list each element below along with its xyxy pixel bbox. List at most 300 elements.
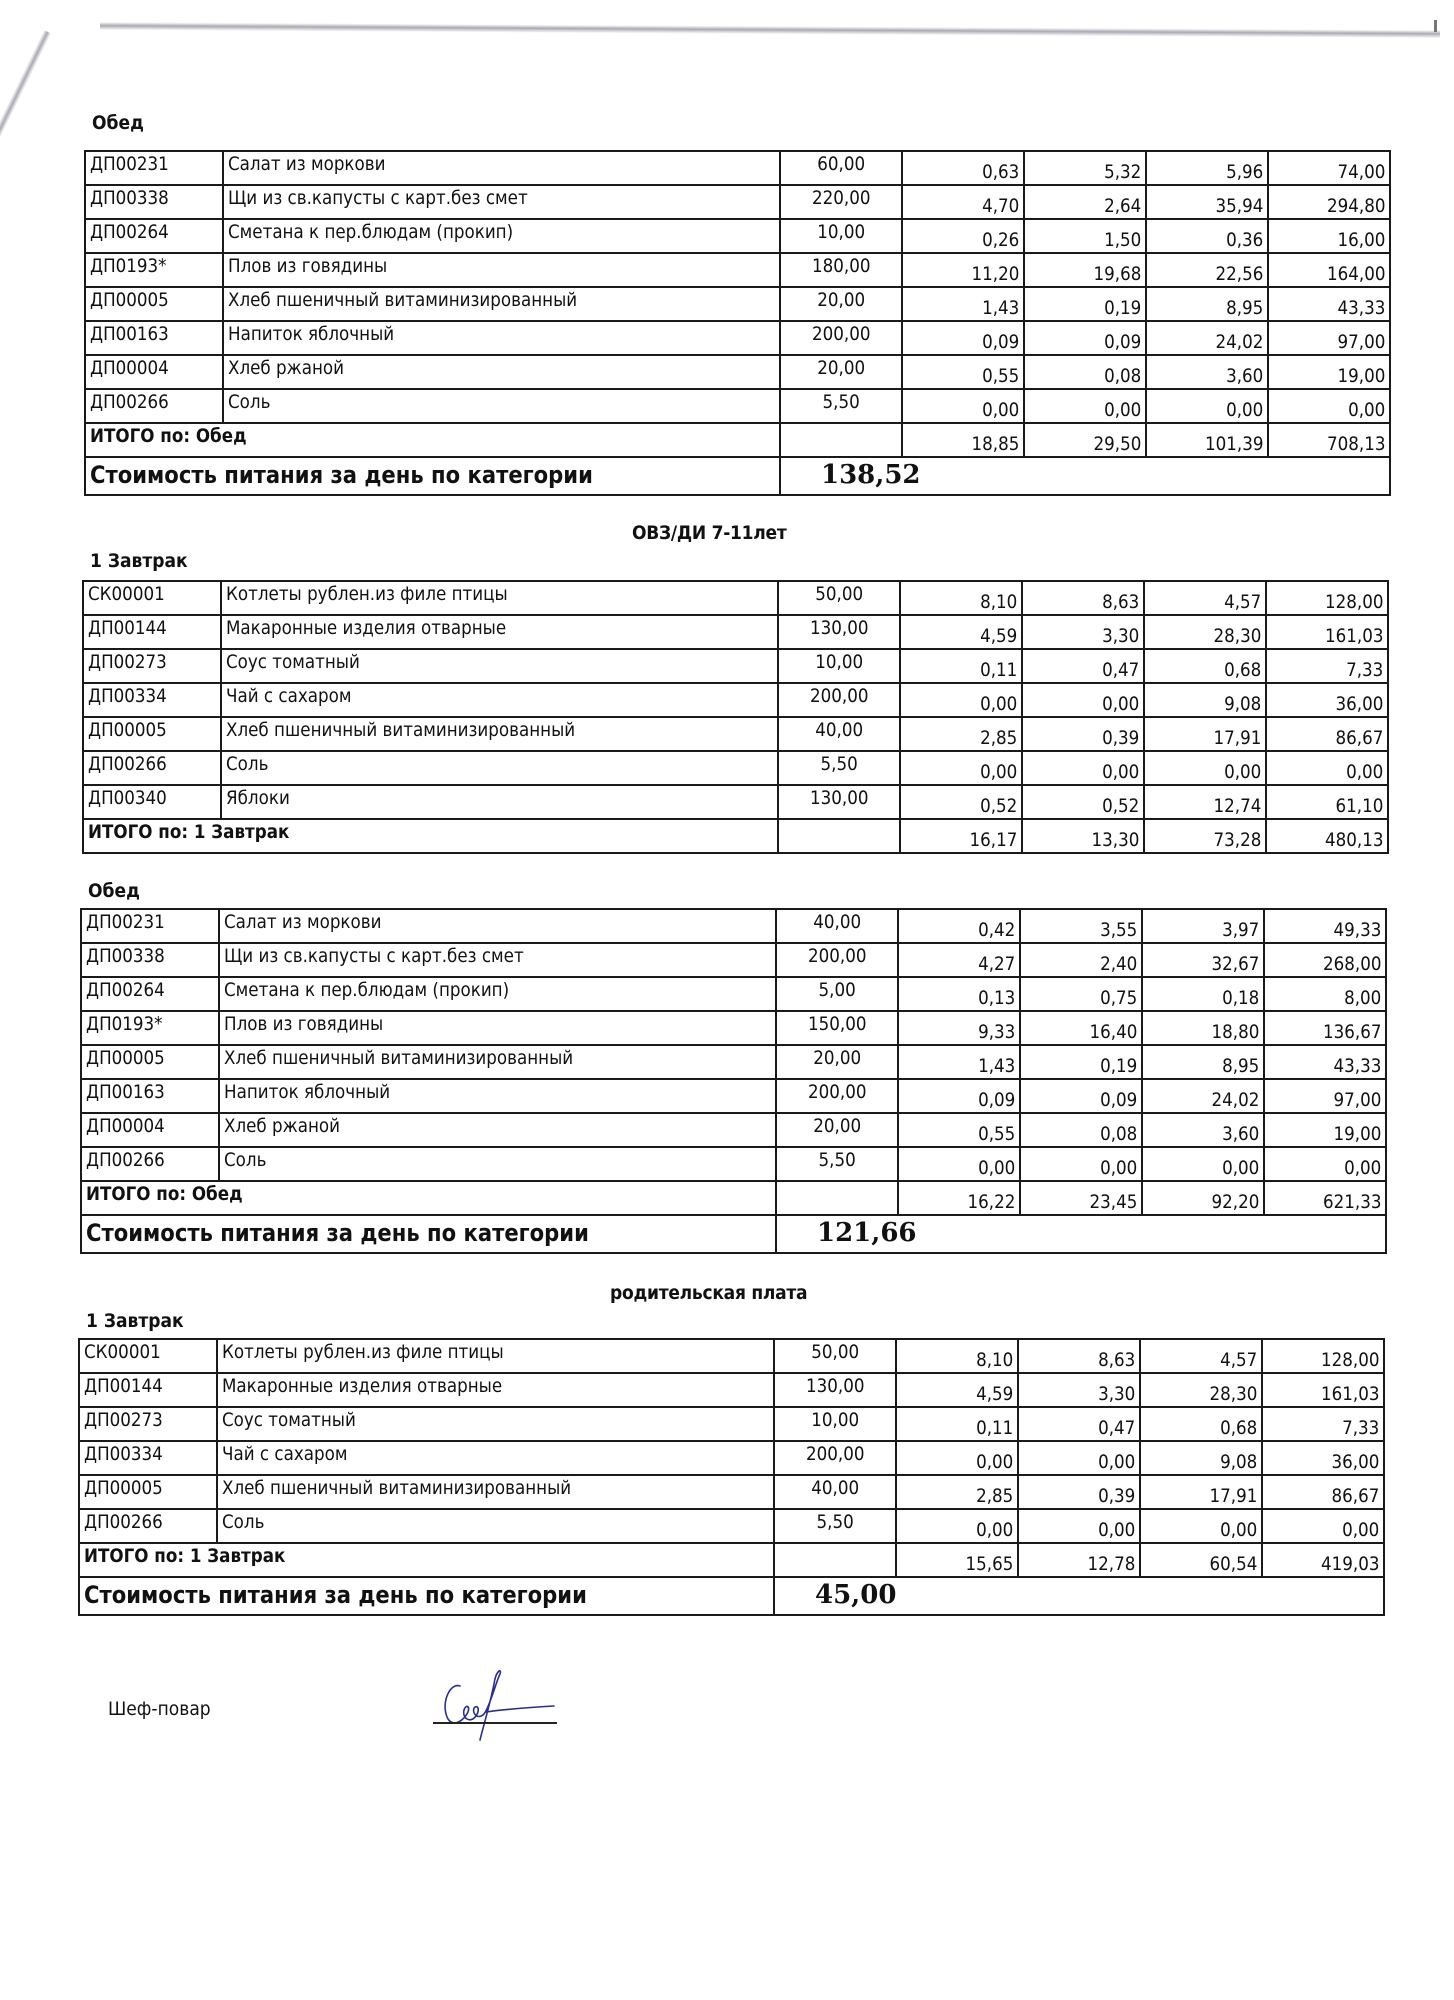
- dish-code-cell: [81, 1045, 219, 1079]
- dish-protein-cell: [898, 1079, 1020, 1113]
- dish-code-cell: [81, 909, 219, 943]
- dish-quantity: 40,00: [815, 719, 863, 741]
- category-cost-label-cell: [85, 457, 780, 495]
- dish-row: [81, 1113, 1386, 1147]
- dish-row: [81, 1147, 1386, 1181]
- meal-total-row: [79, 1543, 1384, 1577]
- dish-fat: 0,09: [1099, 1089, 1137, 1111]
- dish-quantity: 40,00: [811, 1477, 859, 1499]
- dish-row: [85, 287, 1390, 321]
- dish-kcal-cell: [1264, 977, 1386, 1011]
- dish-carbs-cell: [1144, 581, 1266, 615]
- dish-fat-cell: [1018, 1441, 1140, 1475]
- dish-carbs: 5,96: [1225, 161, 1263, 183]
- dish-protein: 0,52: [979, 795, 1017, 817]
- meal-total-carbs: 73,28: [1213, 829, 1261, 851]
- dish-fat-cell: [1024, 219, 1146, 253]
- dish-kcal: 86,67: [1335, 727, 1383, 749]
- dish-code-cell: [83, 683, 221, 717]
- dish-protein: 0,55: [977, 1123, 1015, 1145]
- dish-code-cell: [83, 581, 221, 615]
- dish-quantity: 5,50: [816, 1511, 854, 1533]
- dish-kcal-cell: [1262, 1441, 1384, 1475]
- dish-carbs-cell: [1146, 355, 1268, 389]
- meal-total-protein-cell: [896, 1543, 1018, 1577]
- dish-carbs-cell: [1144, 717, 1266, 751]
- dish-code-cell: [79, 1339, 217, 1373]
- dish-name: Соль: [222, 1511, 265, 1533]
- dish-protein-cell: [900, 683, 1022, 717]
- dish-carbs: 0,68: [1219, 1417, 1257, 1439]
- dish-quantity: 50,00: [815, 583, 863, 605]
- dish-quantity-cell: [774, 1475, 896, 1509]
- dish-name-cell: [217, 1509, 774, 1543]
- dish-fat: 5,32: [1103, 161, 1141, 183]
- dish-code: ДП00144: [88, 617, 167, 639]
- meal-total-fat-cell: [1022, 819, 1144, 853]
- dish-fat: 0,47: [1101, 659, 1139, 681]
- dish-fat: 0,19: [1099, 1055, 1137, 1077]
- dish-carbs: 28,30: [1213, 625, 1261, 647]
- dish-fat-cell: [1024, 151, 1146, 185]
- dish-name: Хлеб ржаной: [224, 1115, 341, 1137]
- dish-carbs: 0,68: [1223, 659, 1261, 681]
- meal-table: [84, 150, 1391, 496]
- meal-title: 1 Завтрак: [90, 550, 188, 572]
- meal-total-label-cell: [83, 819, 778, 853]
- dish-fat-cell: [1024, 185, 1146, 219]
- dish-protein: 0,00: [975, 1451, 1013, 1473]
- dish-fat-cell: [1024, 321, 1146, 355]
- dish-kcal: 61,10: [1335, 795, 1383, 817]
- dish-kcal-cell: [1264, 943, 1386, 977]
- dish-code: ДП00005: [88, 719, 167, 741]
- dish-code: ДП00273: [88, 651, 167, 673]
- meal-total-carbs: 92,20: [1211, 1191, 1259, 1213]
- dish-code-cell: [83, 649, 221, 683]
- dish-carbs-cell: [1140, 1373, 1262, 1407]
- category-cost-row: [85, 457, 1390, 495]
- dish-kcal-cell: [1266, 751, 1388, 785]
- dish-carbs-cell: [1142, 1147, 1264, 1181]
- dish-name-cell: [223, 355, 780, 389]
- dish-code-cell: [79, 1441, 217, 1475]
- dish-quantity-cell: [780, 219, 902, 253]
- dish-row: [81, 909, 1386, 943]
- meal-total-fat-cell: [1024, 423, 1146, 457]
- dish-carbs-cell: [1142, 1011, 1264, 1045]
- dish-quantity-cell: [780, 355, 902, 389]
- dish-kcal: 268,00: [1322, 953, 1381, 975]
- signature-role-label: Шеф-повар: [108, 1698, 211, 1720]
- dish-quantity-cell: [778, 615, 900, 649]
- dish-kcal: 0,00: [1345, 761, 1383, 783]
- dish-fat-cell: [1020, 1113, 1142, 1147]
- dish-fat-cell: [1020, 1079, 1142, 1113]
- dish-quantity-cell: [776, 943, 898, 977]
- dish-code: ДП00266: [90, 391, 169, 413]
- dish-fat-cell: [1020, 909, 1142, 943]
- dish-quantity: 200,00: [807, 1081, 867, 1103]
- meal-total-carbs: 60,54: [1209, 1553, 1257, 1575]
- dish-code: ДП00273: [84, 1409, 163, 1431]
- dish-row: [79, 1373, 1384, 1407]
- dish-quantity-cell: [778, 649, 900, 683]
- category-cost-value-cell: [780, 457, 1390, 495]
- dish-carbs: 12,74: [1213, 795, 1261, 817]
- dish-name: Чай с сахаром: [226, 685, 352, 707]
- dish-code-cell: [79, 1509, 217, 1543]
- dish-carbs-cell: [1140, 1509, 1262, 1543]
- dish-protein: 0,26: [981, 229, 1019, 251]
- dish-code-cell: [85, 355, 223, 389]
- dish-kcal-cell: [1264, 1079, 1386, 1113]
- dish-name: Плов из говядины: [228, 255, 388, 277]
- dish-name-cell: [217, 1475, 774, 1509]
- dish-fat-cell: [1022, 581, 1144, 615]
- category-cost-value: 121,66: [817, 1218, 917, 1248]
- dish-carbs: 4,57: [1219, 1349, 1257, 1371]
- dish-protein: 1,43: [977, 1055, 1015, 1077]
- dish-fat: 0,09: [1103, 331, 1141, 353]
- dish-quantity-cell: [776, 1147, 898, 1181]
- dish-code: ДП0193*: [90, 255, 167, 277]
- category-cost-value: 138,52: [821, 460, 921, 490]
- dish-name-cell: [219, 1113, 776, 1147]
- dish-protein: 0,55: [981, 365, 1019, 387]
- dish-protein: 0,00: [981, 399, 1019, 421]
- meal-total-protein: 16,17: [969, 829, 1017, 851]
- dish-name-cell: [217, 1407, 774, 1441]
- dish-name: Салат из моркови: [228, 153, 386, 175]
- dish-protein: 4,27: [977, 953, 1015, 975]
- dish-kcal-cell: [1262, 1509, 1384, 1543]
- dish-carbs: 3,60: [1225, 365, 1263, 387]
- meal-total-carbs: 101,39: [1204, 433, 1263, 455]
- dish-fat: 1,50: [1103, 229, 1141, 251]
- dish-carbs-cell: [1146, 185, 1268, 219]
- dish-protein: 0,13: [977, 987, 1015, 1009]
- dish-protein: 0,11: [975, 1417, 1013, 1439]
- meal-total-empty-cell: [780, 423, 902, 457]
- dish-fat: 19,68: [1093, 263, 1141, 285]
- dish-row: [81, 977, 1386, 1011]
- dish-quantity: 200,00: [811, 323, 871, 345]
- dish-kcal: 294,80: [1326, 195, 1385, 217]
- dish-protein-cell: [902, 253, 1024, 287]
- dish-code: ДП00264: [90, 221, 169, 243]
- dish-name: Хлеб ржаной: [228, 357, 345, 379]
- dish-fat: 0,00: [1097, 1519, 1135, 1541]
- dish-name: Чай с сахаром: [222, 1443, 348, 1465]
- dish-name-cell: [223, 321, 780, 355]
- dish-fat: 2,40: [1099, 953, 1137, 975]
- dish-protein-cell: [898, 1011, 1020, 1045]
- dish-row: [83, 683, 1388, 717]
- dish-name: Сметана к пер.блюдам (прокип): [228, 221, 514, 243]
- dish-row: [85, 185, 1390, 219]
- dish-kcal-cell: [1264, 1113, 1386, 1147]
- dish-row: [83, 717, 1388, 751]
- dish-kcal-cell: [1266, 581, 1388, 615]
- dish-protein-cell: [902, 185, 1024, 219]
- dish-carbs: 0,00: [1225, 399, 1263, 421]
- dish-quantity: 130,00: [805, 1375, 865, 1397]
- dish-carbs: 35,94: [1215, 195, 1263, 217]
- dish-carbs-cell: [1144, 751, 1266, 785]
- dish-name: Соль: [226, 753, 269, 775]
- meal-total-protein-cell: [898, 1181, 1020, 1215]
- dish-name-cell: [217, 1441, 774, 1475]
- meal-total-fat: 12,78: [1087, 1553, 1135, 1575]
- dish-kcal: 16,00: [1337, 229, 1385, 251]
- dish-name-cell: [221, 751, 778, 785]
- dish-code-cell: [83, 615, 221, 649]
- dish-carbs-cell: [1146, 219, 1268, 253]
- dish-kcal: 7,33: [1345, 659, 1383, 681]
- category-cost-label: Стоимость питания за день по категории: [90, 461, 593, 489]
- dish-protein: 2,85: [975, 1485, 1013, 1507]
- dish-protein-cell: [898, 1045, 1020, 1079]
- dish-row: [81, 1045, 1386, 1079]
- dish-fat-cell: [1022, 683, 1144, 717]
- dish-quantity: 130,00: [809, 617, 869, 639]
- meal-total-kcal: 480,13: [1324, 829, 1383, 851]
- dish-protein-cell: [898, 943, 1020, 977]
- dish-carbs: 24,02: [1215, 331, 1263, 353]
- dish-fat-cell: [1018, 1373, 1140, 1407]
- dish-carbs: 0,00: [1221, 1157, 1259, 1179]
- meal-total-kcal: 708,13: [1326, 433, 1385, 455]
- dish-quantity: 40,00: [813, 911, 861, 933]
- dish-carbs: 0,00: [1219, 1519, 1257, 1541]
- dish-kcal-cell: [1262, 1407, 1384, 1441]
- dish-quantity-cell: [780, 253, 902, 287]
- dish-kcal-cell: [1262, 1475, 1384, 1509]
- dish-carbs-cell: [1142, 1045, 1264, 1079]
- dish-protein: 0,00: [979, 693, 1017, 715]
- dish-code-cell: [85, 151, 223, 185]
- dish-carbs: 9,08: [1219, 1451, 1257, 1473]
- dish-carbs: 28,30: [1209, 1383, 1257, 1405]
- dish-code: ДП00266: [88, 753, 167, 775]
- dish-code: ДП00005: [86, 1047, 165, 1069]
- dish-name-cell: [223, 287, 780, 321]
- dish-code-cell: [83, 785, 221, 819]
- dish-protein: 0,63: [981, 161, 1019, 183]
- dish-code: ДП0193*: [86, 1013, 163, 1035]
- category-cost-label-cell: [81, 1215, 776, 1253]
- dish-protein-cell: [898, 977, 1020, 1011]
- dish-carbs-cell: [1144, 615, 1266, 649]
- dish-quantity-cell: [774, 1373, 896, 1407]
- dish-name: Макаронные изделия отварные: [226, 617, 507, 639]
- dish-quantity: 220,00: [811, 187, 871, 209]
- dish-quantity: 200,00: [809, 685, 869, 707]
- dish-protein: 4,59: [979, 625, 1017, 647]
- dish-fat: 16,40: [1089, 1021, 1137, 1043]
- dish-kcal: 97,00: [1333, 1089, 1381, 1111]
- dish-code: ДП00144: [84, 1375, 163, 1397]
- dish-code: ДП00231: [86, 911, 165, 933]
- dish-quantity: 5,50: [820, 753, 858, 775]
- dish-carbs: 18,80: [1211, 1021, 1259, 1043]
- dish-row: [85, 253, 1390, 287]
- dish-row: [81, 1011, 1386, 1045]
- dish-quantity-cell: [774, 1339, 896, 1373]
- dish-code: ДП00338: [86, 945, 165, 967]
- dish-kcal-cell: [1266, 615, 1388, 649]
- dish-protein-cell: [902, 287, 1024, 321]
- dish-quantity: 150,00: [807, 1013, 867, 1035]
- dish-fat: 0,47: [1097, 1417, 1135, 1439]
- meal-total-empty-cell: [776, 1181, 898, 1215]
- dish-quantity-cell: [780, 287, 902, 321]
- dish-carbs-cell: [1146, 389, 1268, 423]
- dish-kcal-cell: [1264, 1045, 1386, 1079]
- dish-kcal-cell: [1262, 1339, 1384, 1373]
- dish-fat: 0,08: [1099, 1123, 1137, 1145]
- dish-carbs-cell: [1142, 1113, 1264, 1147]
- dish-code-cell: [81, 1011, 219, 1045]
- dish-quantity: 200,00: [805, 1443, 865, 1465]
- meal-total-carbs-cell: [1144, 819, 1266, 853]
- signature-line: [433, 1722, 557, 1724]
- dish-code: ДП00266: [84, 1511, 163, 1533]
- dish-carbs-cell: [1140, 1475, 1262, 1509]
- dish-carbs-cell: [1146, 287, 1268, 321]
- dish-code: ДП00231: [90, 153, 169, 175]
- dish-fat-cell: [1020, 1011, 1142, 1045]
- dish-kcal: 0,00: [1343, 1157, 1381, 1179]
- dish-kcal-cell: [1268, 185, 1390, 219]
- dish-protein-cell: [898, 1113, 1020, 1147]
- dish-quantity-cell: [780, 185, 902, 219]
- dish-name-cell: [221, 785, 778, 819]
- dish-quantity-cell: [778, 581, 900, 615]
- dish-protein: 4,59: [975, 1383, 1013, 1405]
- dish-code: ДП00340: [88, 787, 167, 809]
- dish-fat-cell: [1020, 977, 1142, 1011]
- dish-fat-cell: [1024, 355, 1146, 389]
- dish-name-cell: [221, 649, 778, 683]
- dish-name-cell: [219, 943, 776, 977]
- dish-kcal-cell: [1268, 219, 1390, 253]
- dish-kcal: 86,67: [1331, 1485, 1379, 1507]
- dish-quantity-cell: [776, 1045, 898, 1079]
- scan-edge-mark-right: [1434, 20, 1437, 32]
- dish-fat: 0,00: [1099, 1157, 1137, 1179]
- dish-name: Яблоки: [226, 787, 290, 809]
- dish-carbs: 0,18: [1221, 987, 1259, 1009]
- dish-kcal: 43,33: [1337, 297, 1385, 319]
- meal-total-kcal-cell: [1266, 819, 1388, 853]
- dish-name-cell: [223, 253, 780, 287]
- dish-fat: 8,63: [1101, 591, 1139, 613]
- signature-handwriting-icon: [430, 1664, 570, 1744]
- meal-total-fat: 13,30: [1091, 829, 1139, 851]
- dish-name-cell: [217, 1373, 774, 1407]
- dish-quantity: 60,00: [817, 153, 865, 175]
- dish-carbs: 8,95: [1221, 1055, 1259, 1077]
- dish-code: СК00001: [88, 583, 165, 605]
- dish-carbs: 3,60: [1221, 1123, 1259, 1145]
- dish-row: [83, 751, 1388, 785]
- dish-kcal-cell: [1268, 151, 1390, 185]
- dish-code: ДП00004: [90, 357, 169, 379]
- dish-name: Котлеты рублен.из филе птицы: [222, 1341, 504, 1363]
- dish-quantity-cell: [774, 1441, 896, 1475]
- dish-kcal-cell: [1264, 909, 1386, 943]
- scan-edge-shadow-top: [100, 22, 1440, 38]
- meal-table: [78, 1338, 1385, 1616]
- dish-kcal: 97,00: [1337, 331, 1385, 353]
- dish-protein: 8,10: [975, 1349, 1013, 1371]
- dish-code-cell: [85, 253, 223, 287]
- dish-name: Салат из моркови: [224, 911, 382, 933]
- dish-name-cell: [221, 615, 778, 649]
- dish-kcal-cell: [1268, 355, 1390, 389]
- dish-fat: 0,00: [1097, 1451, 1135, 1473]
- dish-kcal: 43,33: [1333, 1055, 1381, 1077]
- dish-carbs: 17,91: [1209, 1485, 1257, 1507]
- dish-carbs: 32,67: [1211, 953, 1259, 975]
- dish-code-cell: [83, 751, 221, 785]
- meal-total-empty-cell: [774, 1543, 896, 1577]
- dish-protein: 0,09: [981, 331, 1019, 353]
- dish-protein-cell: [896, 1339, 1018, 1373]
- dish-fat: 0,52: [1101, 795, 1139, 817]
- dish-name-cell: [221, 717, 778, 751]
- dish-fat-cell: [1018, 1339, 1140, 1373]
- dish-kcal-cell: [1266, 649, 1388, 683]
- dish-code-cell: [81, 977, 219, 1011]
- dish-name-cell: [219, 1147, 776, 1181]
- dish-code-cell: [85, 321, 223, 355]
- dish-name: Напиток яблочный: [224, 1081, 391, 1103]
- dish-code-cell: [85, 287, 223, 321]
- dish-fat: 0,39: [1097, 1485, 1135, 1507]
- dish-protein: 0,00: [975, 1519, 1013, 1541]
- meal-total-label-cell: [81, 1181, 776, 1215]
- dish-row: [79, 1475, 1384, 1509]
- dish-protein-cell: [902, 355, 1024, 389]
- dish-fat: 0,08: [1103, 365, 1141, 387]
- dish-kcal: 136,67: [1322, 1021, 1381, 1043]
- dish-fat-cell: [1020, 1045, 1142, 1079]
- meal-total-row: [85, 423, 1390, 457]
- dish-fat: 2,64: [1103, 195, 1141, 217]
- dish-quantity-cell: [778, 751, 900, 785]
- dish-kcal: 19,00: [1333, 1123, 1381, 1145]
- dish-code-cell: [79, 1407, 217, 1441]
- dish-carbs-cell: [1140, 1441, 1262, 1475]
- dish-row: [81, 1079, 1386, 1113]
- category-cost-value-cell: [776, 1215, 1386, 1253]
- dish-quantity: 10,00: [811, 1409, 859, 1431]
- dish-kcal: 8,00: [1343, 987, 1381, 1009]
- dish-quantity: 50,00: [811, 1341, 859, 1363]
- dish-code-cell: [85, 185, 223, 219]
- dish-name-cell: [223, 389, 780, 423]
- dish-fat: 0,00: [1103, 399, 1141, 421]
- dish-name-cell: [223, 219, 780, 253]
- dish-protein-cell: [900, 751, 1022, 785]
- dish-kcal-cell: [1268, 389, 1390, 423]
- dish-fat: 3,30: [1097, 1383, 1135, 1405]
- dish-row: [85, 355, 1390, 389]
- dish-protein-cell: [900, 615, 1022, 649]
